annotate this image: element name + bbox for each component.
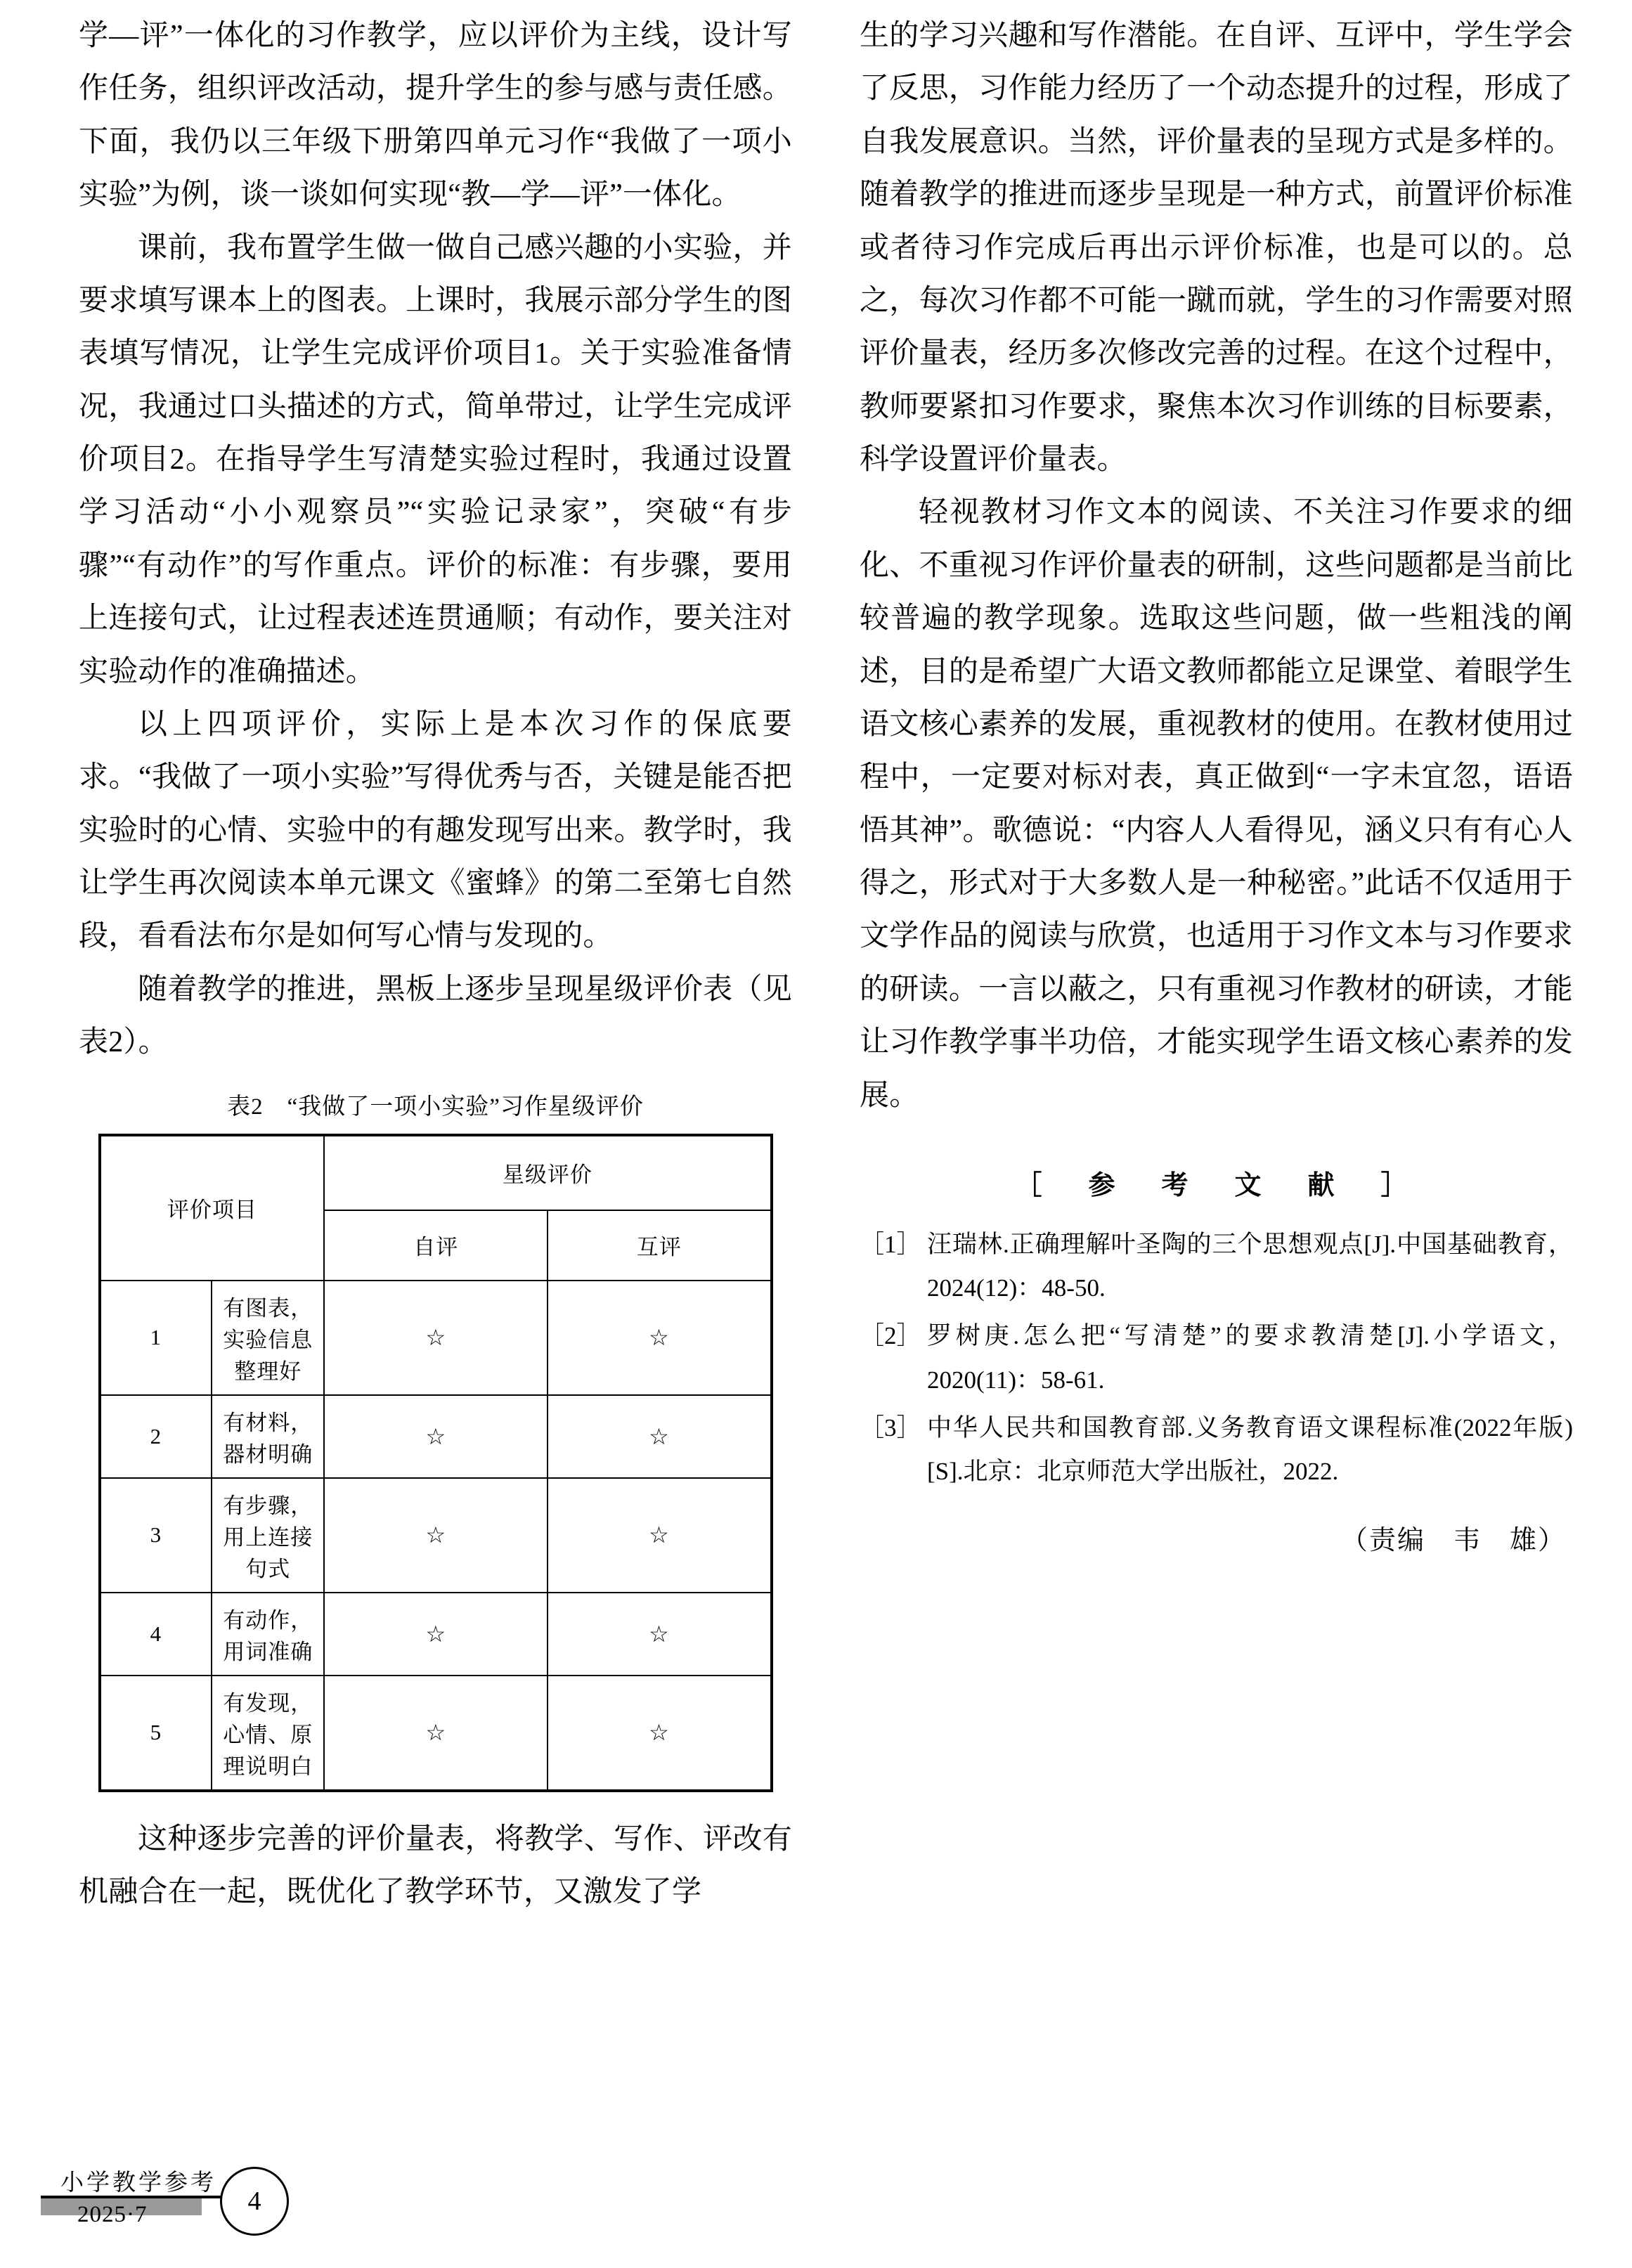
reference-text: 汪瑞林.正确理解叶圣陶的三个思想观点[J].中国基础教育，2024(12)：48-50. bbox=[927, 1230, 1573, 1302]
table-row bbox=[100, 1281, 772, 1395]
table-header-row-main bbox=[100, 1135, 772, 1210]
left-column bbox=[79, 10, 792, 1919]
table-body bbox=[100, 1281, 772, 1791]
reference-text: 罗树庚.怎么把“写清楚”的要求教清楚[J].小学语文，2020(11)：58-61. bbox=[927, 1322, 1573, 1394]
two-column-body bbox=[79, 10, 1573, 1919]
star-icon-self: ☆ bbox=[324, 1593, 548, 1676]
star-icon-peer: ☆ bbox=[548, 1478, 771, 1593]
footer-journal-name: 小学教学参考 bbox=[60, 2170, 216, 2196]
row-number: 2 bbox=[100, 1395, 212, 1478]
footer-issue-date: 2025·7 bbox=[77, 2202, 148, 2227]
reference-entry bbox=[860, 1223, 1573, 1311]
star-icon-self: ☆ bbox=[324, 1676, 548, 1791]
row-number: 1 bbox=[100, 1281, 212, 1395]
references-heading: ［ 参 考 文 献 ］ bbox=[1015, 1170, 1418, 1200]
star-icon-peer: ☆ bbox=[548, 1593, 771, 1676]
reference-number: ［3］ bbox=[860, 1414, 921, 1442]
header-evaluation-item: 评价项目 bbox=[100, 1135, 325, 1281]
star-icon-self: ☆ bbox=[324, 1478, 548, 1593]
reference-number: ［2］ bbox=[860, 1322, 921, 1350]
reference-text: 中华人民共和国教育部.义务教育语文课程标准(2022年版)[S].北京：北京师范大学出版社，2022. bbox=[927, 1414, 1573, 1486]
paragraph-star-table-intro: 随着教学的推进，黑板上逐步呈现星级评价表（见表2）。 bbox=[79, 973, 792, 1059]
star-icon-self: ☆ bbox=[324, 1395, 548, 1478]
row-number: 5 bbox=[100, 1676, 212, 1791]
table-head bbox=[100, 1135, 772, 1281]
reference-entry bbox=[860, 1406, 1573, 1494]
star-icon-peer: ☆ bbox=[548, 1281, 771, 1395]
table-caption: 表2 “我做了一项小实验”习作星级评价 bbox=[227, 1094, 644, 1120]
row-item-text: 有材料，器材明确 bbox=[212, 1395, 324, 1478]
header-self-evaluation: 自评 bbox=[324, 1210, 548, 1281]
table-row bbox=[100, 1593, 772, 1676]
page-number: 4 bbox=[220, 2167, 289, 2236]
star-icon-peer: ☆ bbox=[548, 1676, 771, 1791]
row-item-text: 有图表，实验信息整理好 bbox=[212, 1281, 324, 1395]
row-number: 4 bbox=[100, 1593, 212, 1676]
star-rating-table-block bbox=[79, 1088, 792, 1792]
reference-number: ［1］ bbox=[860, 1230, 921, 1258]
header-peer-evaluation: 互评 bbox=[548, 1210, 771, 1281]
table-row bbox=[100, 1395, 772, 1478]
row-item-text: 有动作，用词准确 bbox=[212, 1593, 324, 1676]
row-item-text: 有发现，心情、原理说明白 bbox=[212, 1676, 324, 1791]
paragraph-four-criteria: 以上四项评价，实际上是本次习作的保底要求。“我做了一项小实验”写得优秀与否，关键是能否把实验时的心情、实验中的有趣发现写出来。教学时，我让学生再次阅读本单元课文《蜜蜂》的第二至第七自然段，看看法布尔是如何写心情与发现的。 bbox=[79, 708, 792, 953]
paragraph-before-class: 课前，我布置学生做一做自己感兴趣的小实验，并要求填写课本上的图表。上课时，我展示部分学生的图表填写情况，让学生完成评价项目1。关于实验准备情况，我通过口头描述的方式，简单带过，让学生完成评价项目2。在指导学生写清楚实验过程时，我通过设置学习活动“小小观察员”“实验记录家”，突破“有步骤”“有动作”的写作重点。评价的标准：有步骤，要用上连接句式，让过程表述连贯通顺；有动作，要关注对实验动作的准确描述。 bbox=[79, 231, 792, 688]
paragraph-interest-and-potential: 生的学习兴趣和写作潜能。在自评、互评中，学生学会了反思，习作能力经历了一个动态提升的过程，形成了自我发展意识。当然，评价量表的呈现方式是多样的。随着教学的推进而逐步呈现是一种方式，前置评价标准或者待习作完成后再出示评价标准，也是可以的。总之，每次习作都不可能一蹴而就，学生的习作需要对照评价量表，经历多次修改完善的过程。在这个过程中，教师要紧扣习作要求，聚焦本次习作训练的目标要素，科学设置评价量表。 bbox=[860, 20, 1573, 476]
table-row bbox=[100, 1478, 772, 1593]
star-icon-peer: ☆ bbox=[548, 1395, 771, 1478]
paragraph-after-table: 这种逐步完善的评价量表，将教学、写作、评改有机融合在一起，既优化了教学环节，又激发了学 bbox=[79, 1822, 792, 1908]
paragraph-teaching-eval-integration: 学—评”一体化的习作教学，应以评价为主线，设计写作任务，组织评改活动，提升学生的参与感与责任感。下面，我仍以三年级下册第四单元习作“我做了一项小实验”为例，谈一谈如何实现“教—学—评”一体化。 bbox=[79, 20, 792, 212]
references-list bbox=[860, 1223, 1573, 1494]
right-column bbox=[860, 10, 1573, 1919]
row-number: 3 bbox=[100, 1478, 212, 1593]
editor-credit: （责编 韦 雄） bbox=[1340, 1525, 1566, 1555]
paragraph-conclusion: 轻视教材习作文本的阅读、不关注习作要求的细化、不重视习作评价量表的研制，这些问题都是当前比较普遍的教学现象。选取这些问题，做一些粗浅的阐述，目的是希望广大语文教师都能立足课堂、着眼学生语文核心素养的发展，重视教材的使用。在教材使用过程中，一定要对标对表，真正做到“一字未宜忽，语语悟其神”。歌德说：“内容人人看得见，涵义只有有心人得之，形式对于大多数人是一种秘密。”此话不仅适用于文学作品的阅读与欣赏，也适用于习作文本与习作要求的研读。一言以蔽之，只有重视习作教材的研读，才能让习作教学事半功倍，才能实现学生语文核心素养的发展。 bbox=[860, 496, 1573, 1112]
header-star-rating-group: 星级评价 bbox=[324, 1135, 771, 1210]
table-row bbox=[100, 1676, 772, 1791]
page-footer bbox=[41, 2127, 308, 2247]
row-item-text: 有步骤，用上连接句式 bbox=[212, 1478, 324, 1593]
reference-entry bbox=[860, 1314, 1573, 1402]
star-rating-table bbox=[98, 1134, 773, 1792]
star-icon-self: ☆ bbox=[324, 1281, 548, 1395]
